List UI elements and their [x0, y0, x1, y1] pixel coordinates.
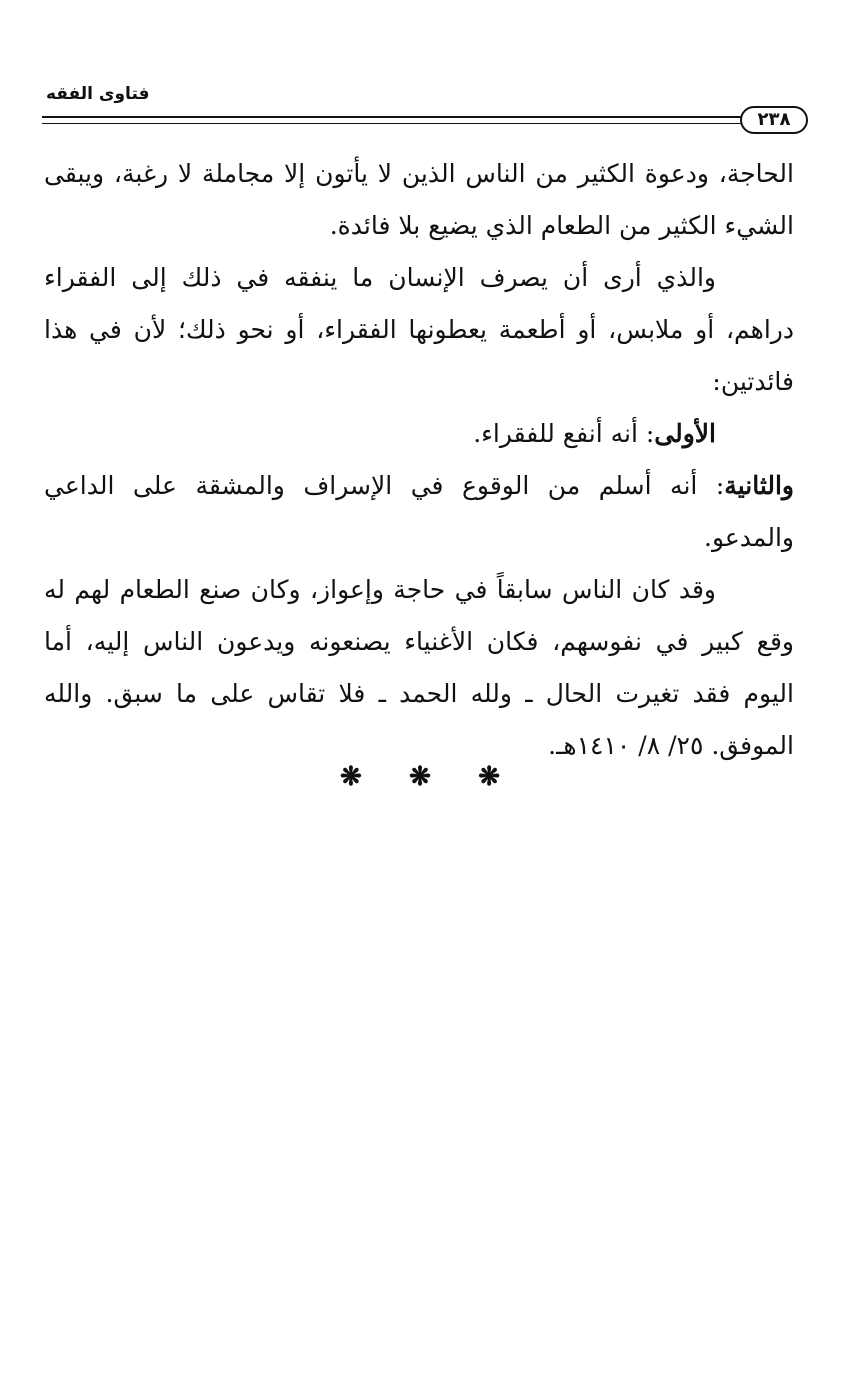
page-number: ٢٣٨: [740, 106, 808, 134]
paragraph-2: والذي أرى أن يصرف الإنسان ما ينفقه في ذلك إلى الفقراء دراهم، أو ملابس، أو أطعمة يعطونها الفقراء، أو نحو ذلك؛ لأن في هذا فائدتين:: [44, 263, 794, 396]
point-second-text: : أنه أسلم من الوقوع في الإسراف والمشقة على الداعي والمدعو.: [44, 471, 794, 552]
point-second: [44, 460, 794, 564]
paragraph-1: الحاجة، ودعوة الكثير من الناس الذين لا يأتون إلا مجاملة لا رغبة، ويبقى الشيء الكثير من الطعام الذي يضيع بلا فائدة.: [44, 159, 794, 240]
page-body: [44, 148, 794, 772]
separator-star: ❋: [409, 762, 431, 792]
point-first-label: الأولى: [654, 419, 716, 448]
point-first-text: : أنه أنفع للفقراء.: [473, 419, 655, 448]
header-rule: [42, 116, 744, 124]
separator-star: ❋: [340, 762, 362, 792]
section-separator: [340, 762, 500, 792]
paragraph-3: وقد كان الناس سابقاً في حاجة وإعواز، وكان صنع الطعام لهم له وقع كبير في نفوسهم، فكان الأغنياء يصنعونه ويدعون الناس إليه، أما اليوم فقد تغيرت الحال ـ ولله الحمد ـ فلا تقاس على ما سبق. والله الموفق. ٢٥/ ٨/ ١٤١٠هـ.: [44, 575, 794, 760]
separator-star: ❋: [478, 762, 500, 792]
point-first: [44, 408, 794, 460]
page-header: [42, 82, 808, 142]
book-title: فتاوى الفقه: [46, 84, 150, 104]
point-second-label: والثانية: [724, 471, 794, 500]
